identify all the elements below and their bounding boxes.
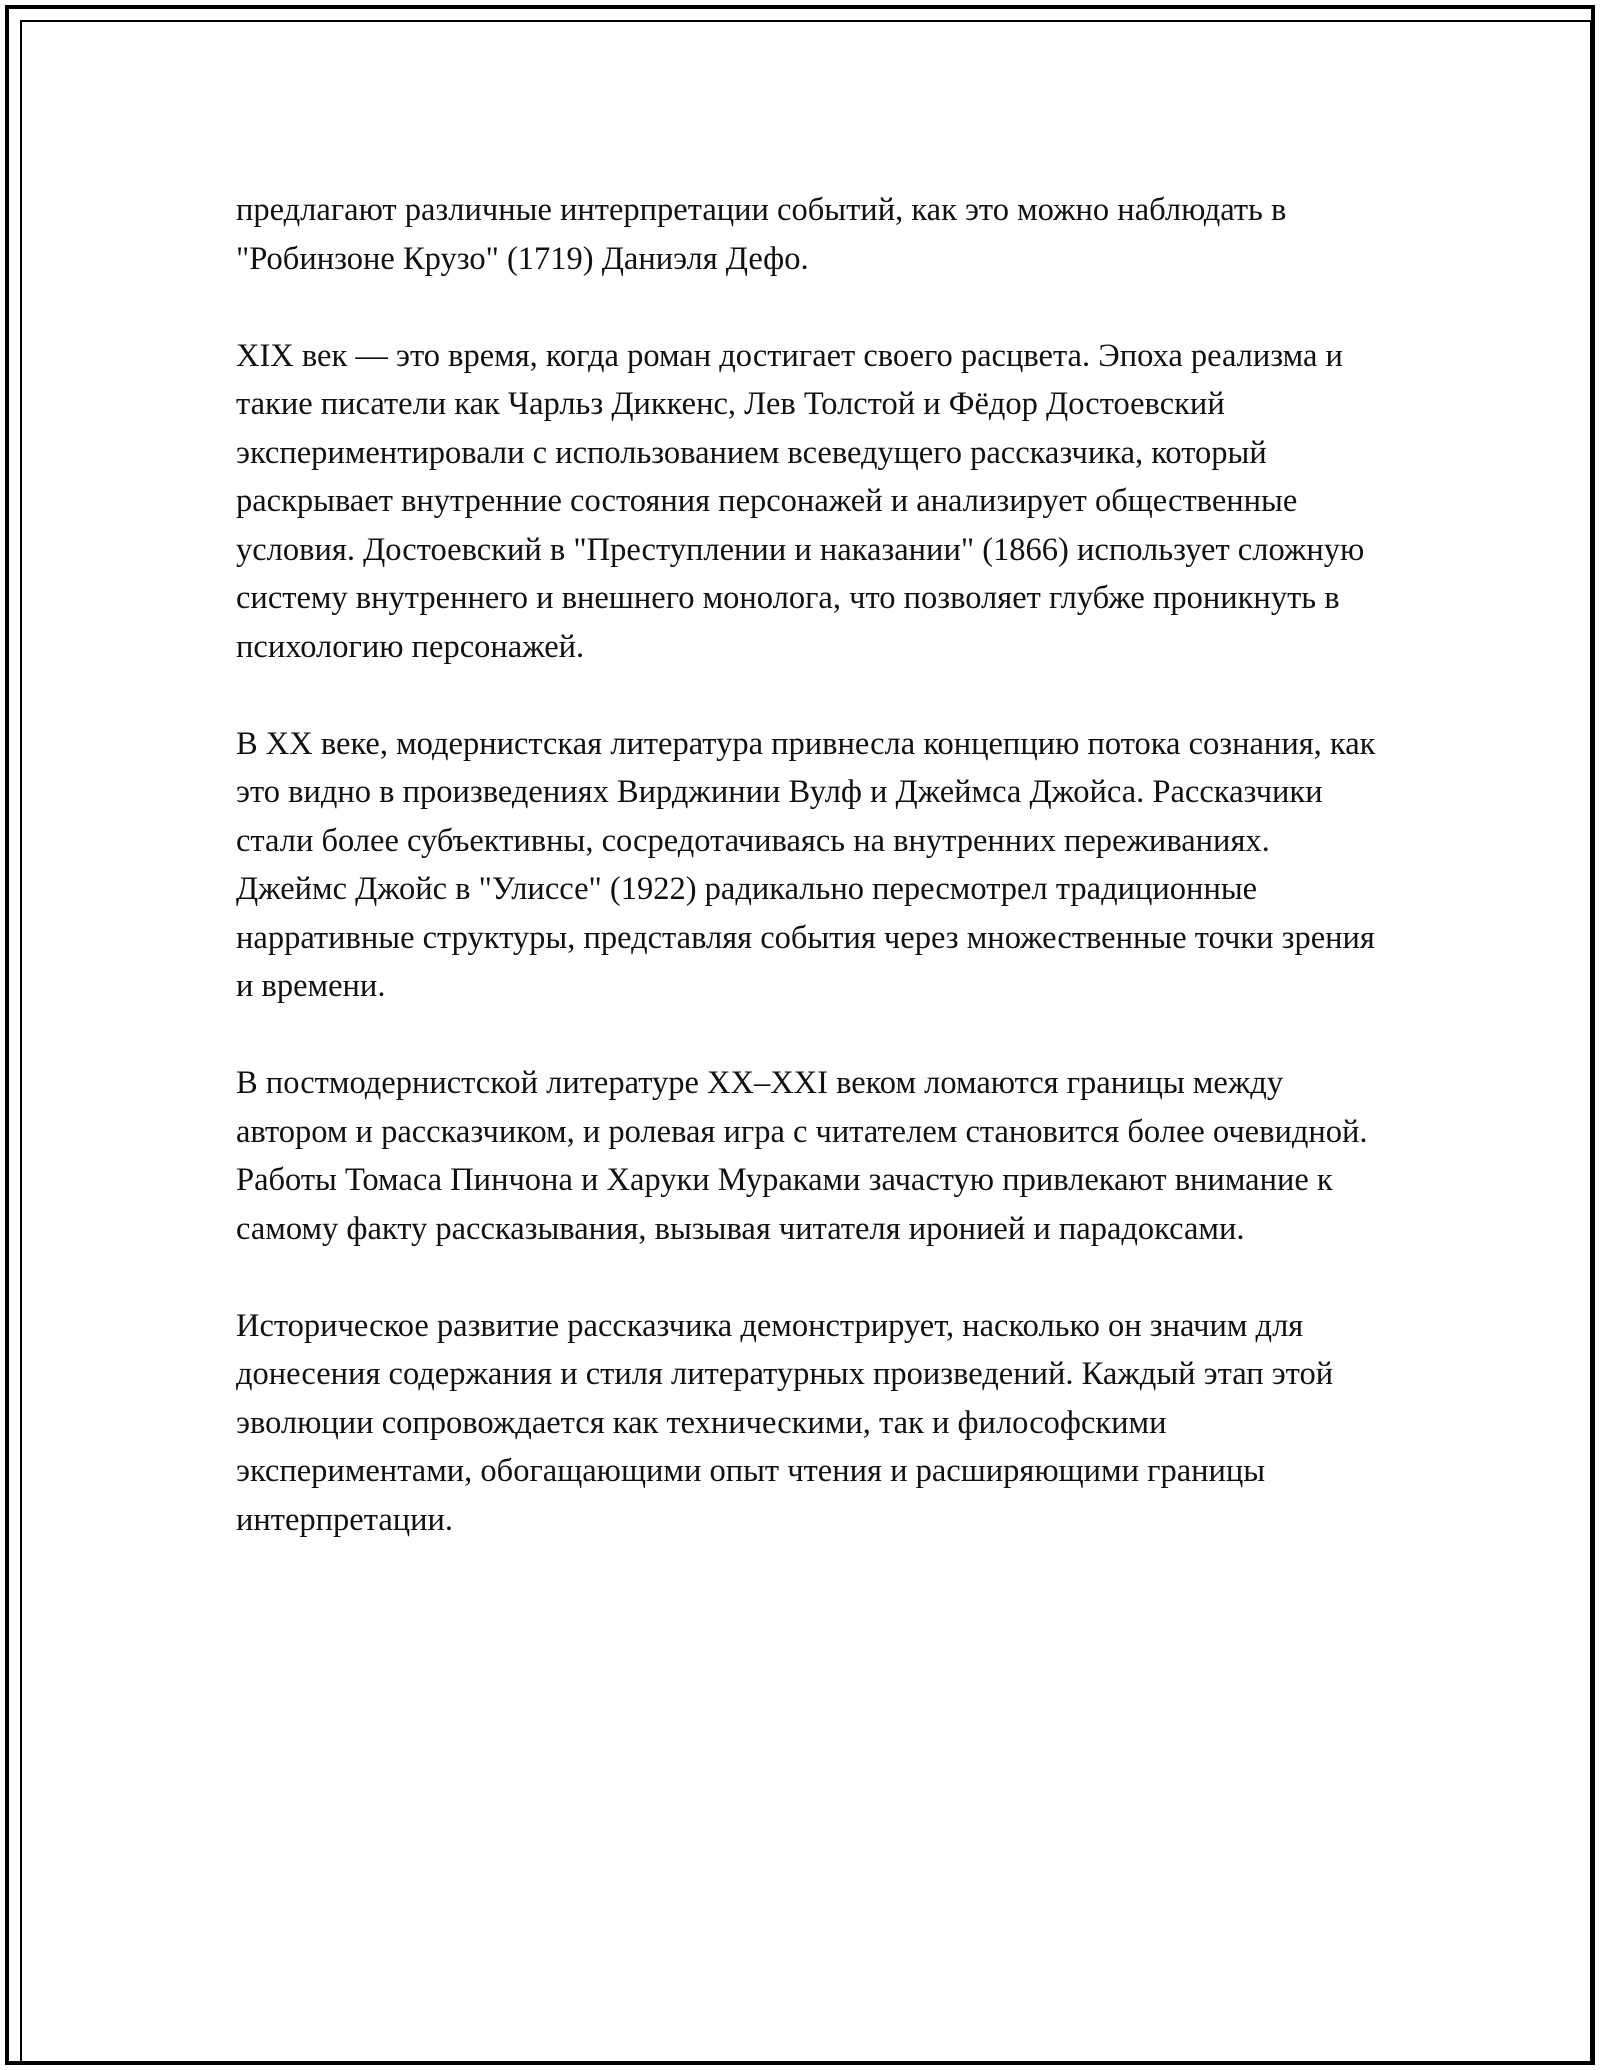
paragraph-nineteenth-century: XIX век — это время, когда роман достигает своего расцвета. Эпоха реализма и такие писатели как Чарльз Диккенс, Лев Толстой и Фёдор Достоевский экспериментировали с использованием всеведущего рассказчика, который раскрывает внутренние состояния персонажей и анализирует общественные условия. Достоевский в "Преступлении и наказании" (1866) использует сложную систему внутреннего и внешнего монолога, что позволяет глубже проникнуть в психологию персонажей. (236, 337, 1365, 665)
document-body (236, 186, 1376, 1593)
paragraph-twentieth-century: В XX веке, модернистская литература привнесла концепцию потока сознания, как это видно в произведениях Вирджинии Вулф и Джеймса Джойса. Рассказчики стали более субъективны, сосредотачиваясь на внутренних переживаниях. Джеймс Джойс в "Улиссе" (1922) радикально пересмотрел традиционные нарративные структуры, представляя события через множественные точки зрения и времени. (236, 725, 1376, 1004)
paragraph-conclusion: Историческое развитие рассказчика демонстрирует, насколько он значим для донесения содержания и стиля литературных произведений. Каждый этап этой эволюции сопровождается как техническими, так и философскими экспериментами, обогащающими опыт чтения и расширяющими границы интерпретации. (236, 1307, 1334, 1538)
paragraph-robinson-crusoe: предлагают различные интерпретации событий, как это можно наблюдать в "Робинзоне Крузо" (1719) Даниэля Дефо. (236, 192, 1287, 277)
paragraph-postmodernism: В постмодернистской литературе XX–XXI веком ломаются границы между автором и рассказчиком, и ролевая игра с читателем становится более очевидной. Работы Томаса Пинчона и Харуки Мураками зачастую привлекают внимание к самому факту рассказывания, вызывая читателя иронией и парадоксами. (236, 1065, 1368, 1247)
